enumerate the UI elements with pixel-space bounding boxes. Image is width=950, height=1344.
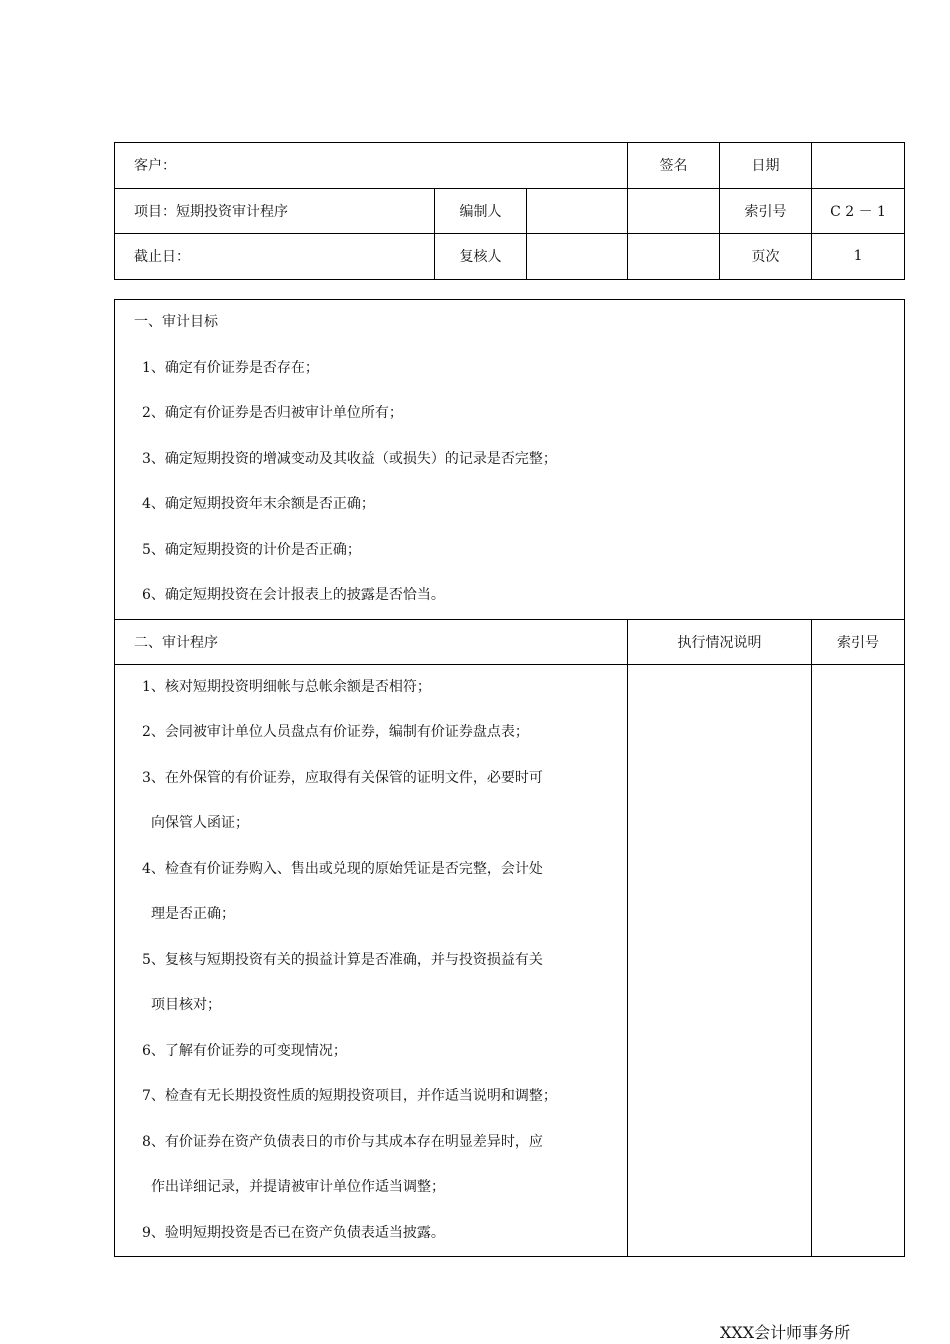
procedures-list bbox=[115, 664, 628, 1257]
procedure-line: 5、复核与短期投资有关的损益计算是否准确，并与投资损益有关 bbox=[142, 951, 543, 968]
header-table bbox=[114, 142, 905, 280]
reviewed-by-signature-cell bbox=[527, 234, 628, 280]
objective-item: 2、确定有价证券是否归被审计单位所有； bbox=[142, 405, 403, 421]
execution-notes-cell bbox=[628, 664, 812, 1257]
objective-item: 4、确定短期投资年末余额是否正确； bbox=[142, 496, 375, 512]
procedure-line: 向保管人函证； bbox=[151, 815, 249, 831]
objectives-section bbox=[115, 300, 905, 620]
objectives-heading: 一、审计目标 bbox=[134, 314, 218, 330]
procedures-heading: 二、审计程序 bbox=[115, 619, 628, 664]
prepared-by-label: 编制人 bbox=[435, 188, 527, 234]
objective-item: 6、确定短期投资在会计报表上的披露是否恰当。 bbox=[142, 587, 445, 603]
project-label: 项目：短期投资审计程序 bbox=[115, 188, 435, 234]
procedure-line: 2、会同被审计单位人员盘点有价证券，编制有价证券盘点表； bbox=[142, 724, 529, 740]
procedure-line: 作出详细记录，并提请被审计单位作适当调整； bbox=[151, 1179, 445, 1195]
main-table bbox=[114, 299, 905, 1257]
procedure-line: 理是否正确； bbox=[151, 906, 235, 922]
objective-item: 3、确定短期投资的增减变动及其收益（或损失）的记录是否完整； bbox=[142, 450, 557, 467]
objective-item: 1、确定有价证券是否存在； bbox=[142, 359, 319, 376]
procedure-index-header: 索引号 bbox=[812, 619, 905, 664]
procedure-line: 1、核对短期投资明细帐与总帐余额是否相符； bbox=[142, 678, 431, 695]
date-value-cell bbox=[812, 143, 905, 189]
procedure-line: 9、验明短期投资是否已在资产负债表适当披露。 bbox=[142, 1224, 445, 1241]
cutoff-label: 截止日： bbox=[115, 234, 435, 280]
procedure-line: 7、检查有无长期投资性质的短期投资项目，并作适当说明和调整； bbox=[142, 1088, 557, 1104]
execution-notes-header: 执行情况说明 bbox=[628, 619, 812, 664]
index-value: C 2 － 1 bbox=[812, 188, 905, 234]
page-value: 1 bbox=[812, 234, 905, 280]
page-label: 页次 bbox=[720, 234, 812, 280]
firm-name: XXX会计师事务所 bbox=[720, 1323, 851, 1342]
prepared-by-signature-cell bbox=[527, 188, 628, 234]
procedure-line: 项目核对； bbox=[151, 997, 221, 1013]
date-label: 日期 bbox=[720, 143, 812, 189]
procedure-line: 3、在外保管的有价证券，应取得有关保管的证明文件，必要时可 bbox=[142, 769, 543, 786]
procedure-line: 6、了解有价证券的可变现情况； bbox=[142, 1042, 347, 1059]
client-label: 客户： bbox=[115, 143, 628, 189]
procedure-line: 4、检查有价证券购入、售出或兑现的原始凭证是否完整，会计处 bbox=[142, 860, 543, 877]
reviewed-by-label: 复核人 bbox=[435, 234, 527, 280]
signature-label: 签名 bbox=[628, 143, 720, 189]
procedure-line: 8、有价证券在资产负债表日的市价与其成本存在明显差异时，应 bbox=[142, 1133, 543, 1150]
procedure-index-cell bbox=[812, 664, 905, 1257]
index-label: 索引号 bbox=[720, 188, 812, 234]
objective-item: 5、确定短期投资的计价是否正确； bbox=[142, 541, 361, 558]
prepared-by-date-cell bbox=[628, 188, 720, 234]
reviewed-by-date-cell bbox=[628, 234, 720, 280]
